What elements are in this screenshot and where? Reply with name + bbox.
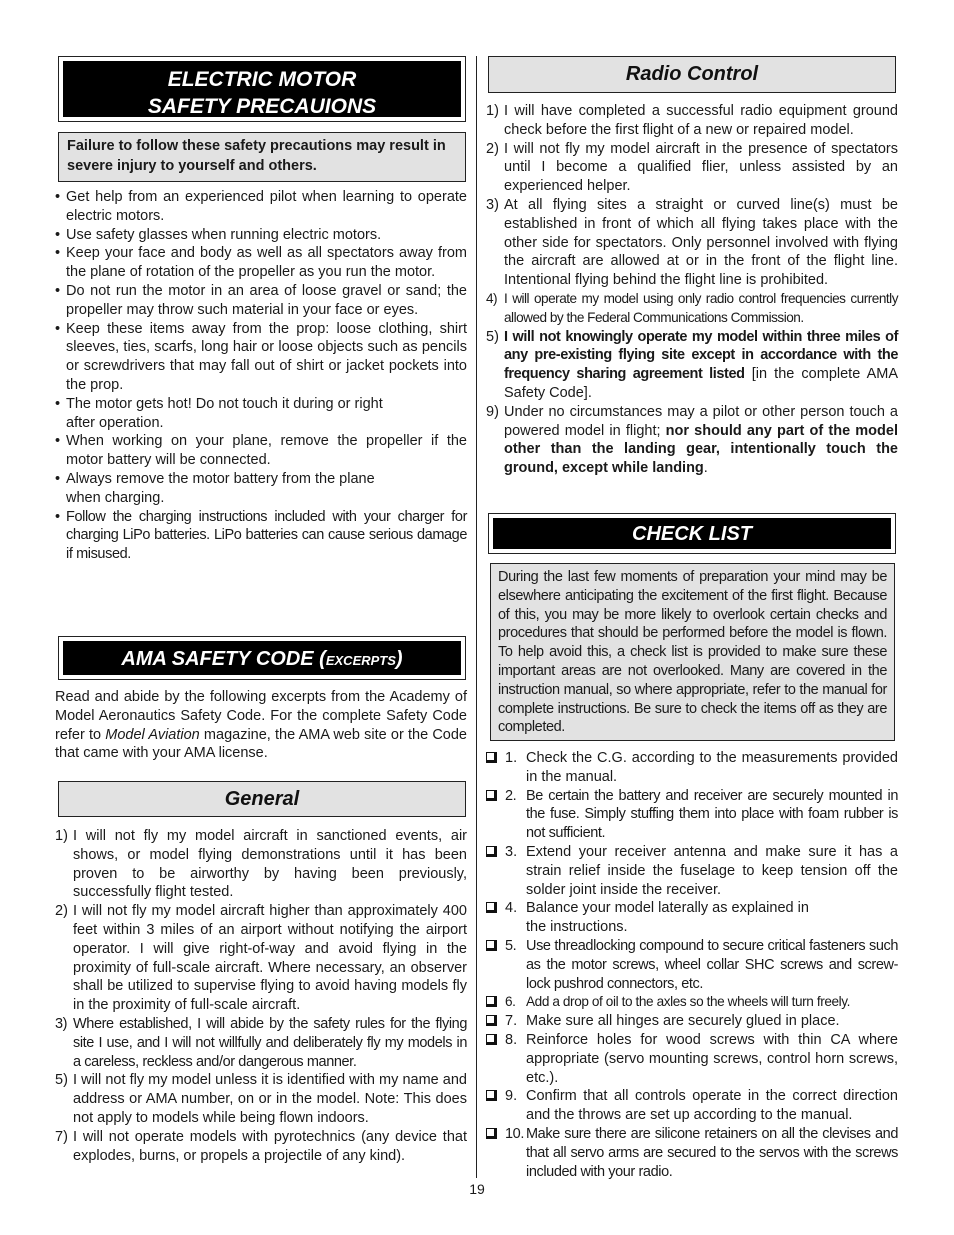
checkbox-icon[interactable] <box>486 996 497 1007</box>
list-item: • When working on your plane, remove the propeller if the motor battery will be connected. <box>55 433 467 469</box>
checklist-item[interactable]: 4. Balance your model laterally as explained in the instructions. <box>486 899 898 937</box>
list-item: 4) I will operate my model using only radio control frequencies currently allowed by the Federal Communications Commission. <box>486 290 898 325</box>
list-item: • Always remove the motor battery from the plane when charging. <box>55 470 375 506</box>
list-item: 9) Under no circumstances may a pilot or other person touch a powered model in flight; nor should any part of the model other than the landing gear, intentionally touch the ground, except while landing. <box>486 403 898 477</box>
checkbox-icon[interactable] <box>486 940 497 951</box>
electric-bullet-list <box>55 188 467 564</box>
list-item: 2) I will not fly my model aircraft in the presence of spectators until I become a qualified flier, unless assisted by an experienced helper. <box>486 140 898 195</box>
checklist-item[interactable]: 3. Extend your receiver antenna and make sure it has a strain relief inside the fuselage to keep tension off the solder joint inside the receiver. <box>486 843 898 899</box>
list-item: 3) At all flying sites a straight or curved line(s) must be established in front of which all flying takes place with the other side for spectators. Only personnel involved with flying the aircraft are allowed at or in the front of the flight line. Intentional flying behind the flight line is prohibited. <box>486 196 898 289</box>
checklist-item[interactable]: 7. Make sure all hinges are securely glued in place. <box>486 1012 898 1031</box>
radio-list <box>486 102 898 478</box>
column-divider <box>476 56 477 1178</box>
ama-safety-code-header <box>58 636 466 680</box>
checklist-item[interactable]: 8. Reinforce holes for wood screws with thin CA where appropriate (servo mounting screws, control horn screws, etc.). <box>486 1031 898 1087</box>
ama-intro: Read and abide by the following excerpts from the Academy of Model Aeronautics Safety Code. For the complete Safety Code refer to Model Aviation magazine, the AMA web site or the Code that came with your AMA license. <box>55 689 467 762</box>
check-list-title: CHECK LIST <box>632 523 752 545</box>
list-item: • Use safety glasses when running electric motors. <box>55 226 382 243</box>
checklist-item[interactable]: 5. Use threadlocking compound to secure critical fasteners such as the motor screws, wheel collar SHC screws and screw-lock pushrod connectors, etc. <box>486 937 898 993</box>
list-item: 5) I will not fly my model unless it is identified with my name and address or AMA number, on or in the model. Note: This does not apply to models while being flown indoors. <box>55 1072 467 1126</box>
checkbox-icon[interactable] <box>486 846 497 857</box>
electric-title-line1: ELECTRIC MOTOR <box>167 68 357 91</box>
list-item: 1) I will not fly my model aircraft in sanctioned events, air shows, or model flying demonstrations until it has been proven to be airworthy by having been previously, successfully flight tested. <box>55 828 467 901</box>
list-item: • The motor gets hot! Do not touch it during or right after operation. <box>55 395 383 431</box>
list-item: 2) I will not fly my model aircraft higher than approximately 400 feet within 3 miles of an airport without notifying the airport operator. I will give right-of-way and avoid flying in the proximity of full-scale aircraft. Where necessary, an observer shall be utilized to supervise flying to avoid having models fly in the proximity of full-scale aircraft. <box>55 903 467 1014</box>
checklist-intro-box <box>490 563 895 741</box>
checklist-item[interactable]: 9. Confirm that all controls operate in the correct direction and the throws are set up according to the manual. <box>486 1087 898 1125</box>
checklist-item[interactable]: 6. Add a drop of oil to the axles so the wheels will turn freely. <box>486 993 898 1012</box>
list-item: • Keep your face and body as well as all spectators away from the plane of rotation of the propeller as you run the motor. <box>55 245 467 281</box>
list-item: • Get help from an experienced pilot when learning to operate electric motors. <box>55 189 467 224</box>
checkbox-icon[interactable] <box>486 1090 497 1101</box>
check-list-header <box>488 513 896 554</box>
checkbox-icon[interactable] <box>486 790 497 801</box>
warning-box <box>58 132 466 182</box>
checklist-item[interactable]: 1. Check the C.G. according to the measurements provided in the manual. <box>486 749 898 787</box>
page-number: 19 <box>469 1181 485 1197</box>
electric-title-line2: SAFETY PRECAUIONS <box>147 95 377 118</box>
radio-control-title: Radio Control <box>625 63 759 85</box>
list-item: 3) Where established, I will abide by the safety rules for the flying site I use, and I will not willfully and deliberately fly my models in a careless, reckless and/or dangerous manner. <box>55 1015 467 1070</box>
warning-text: Failure to follow these safety precautions may result in severe injury to yourself and others. <box>67 138 446 174</box>
general-title: General <box>224 788 300 810</box>
list-item: • Do not run the motor in an area of loose gravel or sand; the propeller may throw such material in your face or eyes. <box>55 282 467 318</box>
general-header <box>58 781 466 817</box>
electric-motor-header <box>58 56 466 122</box>
checklist-item[interactable]: 10. Make sure there are silicone retainers on all the clevises and that all servo arms are secured to the servos with the screws included with your radio. <box>486 1125 898 1181</box>
radio-control-header <box>488 56 896 93</box>
checkbox-icon[interactable] <box>486 1015 497 1026</box>
list-item: 1) I will have completed a successful radio equipment ground check before the first flight of a new or repaired model. <box>486 103 898 138</box>
checklist-intro-text: During the last few moments of preparation your mind may be elsewhere anticipating the excitement of the first flight. Because of this, you may be more likely to overlook certain checks and procedures that should be performed before the model is flown. To help avoid this, a check list is provided to make sure these important areas are not overlooked. Many are covered in the instruction manual, so where appropriate, refer to the manual for complete instructions. Be sure to check the items off as they are completed. <box>498 569 887 736</box>
checkbox-icon[interactable] <box>486 902 497 913</box>
checklist-item[interactable]: 2. Be certain the battery and receiver are securely mounted in the fuse. Simply stuffing them into place with foam rubber is not sufficient. <box>486 787 898 843</box>
general-list <box>55 827 467 1165</box>
checkbox-icon[interactable] <box>486 752 497 763</box>
checklist-items <box>486 749 898 1181</box>
checkbox-icon[interactable] <box>486 1034 497 1045</box>
checkbox-icon[interactable] <box>486 1128 497 1139</box>
list-item: 5) I will not knowingly operate my model within three miles of any pre-existing flying site except in accordance with the frequency sharing agreement listed [in the complete AMA Safety Code]. <box>486 328 898 401</box>
list-item: • Keep these items away from the prop: loose clothing, shirt sleeves, ties, scarfs, long hair or loose objects such as pencils or screwdrivers that may fall out of shirt or jacket pockets into the prop. <box>55 320 467 393</box>
ama-title: AMA SAFETY CODE (EXCERPTS) <box>121 648 403 670</box>
list-item: • Follow the charging instructions included with your charger for charging LiPo batteries. LiPo batteries can cause serious damage if misused. <box>55 508 467 563</box>
list-item: 7) I will not operate models with pyrotechnics (any device that explodes, burns, or propels a projectile of any kind). <box>55 1128 467 1164</box>
